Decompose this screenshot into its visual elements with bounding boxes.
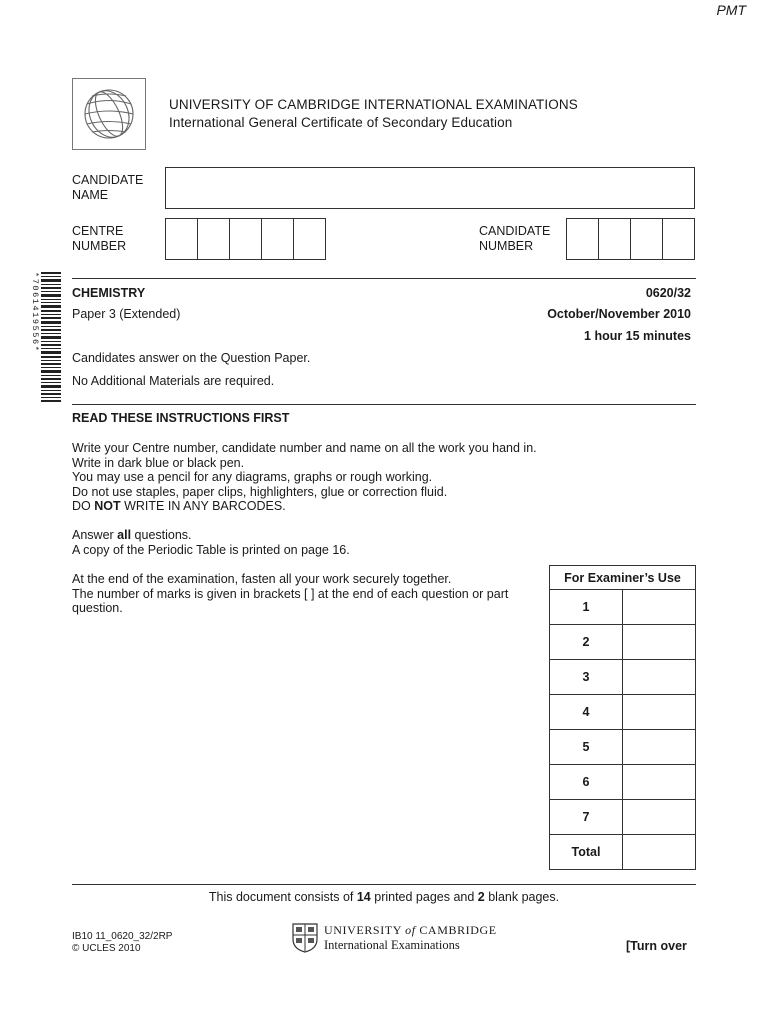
mark-cell[interactable]	[623, 695, 696, 730]
candidate-digit-box[interactable]	[567, 219, 599, 259]
barcode-number: *7061419556*	[30, 272, 40, 353]
candidate-digit-box[interactable]	[599, 219, 631, 259]
instruction-line: Do not use staples, paper clips, highlighters, glue or correction fluid.	[72, 484, 448, 499]
answer-location: Candidates answer on the Question Paper.	[72, 351, 311, 365]
candidate-name-field[interactable]	[165, 167, 695, 209]
exam-board-header	[169, 96, 578, 132]
candidate-number-field[interactable]	[566, 218, 695, 260]
reference-code: IB10 11_0620_32/2RP	[72, 931, 173, 942]
candidate-digit-box[interactable]	[631, 219, 663, 259]
table-row: 2	[550, 625, 696, 660]
divider	[72, 278, 696, 279]
examiners-use-table	[549, 565, 696, 870]
document-reference	[72, 931, 172, 955]
total-mark-cell[interactable]	[623, 835, 696, 870]
barcode	[29, 272, 63, 402]
cambridge-globe-logo	[72, 78, 146, 150]
table-row: 5	[550, 730, 696, 765]
university-name: UNIVERSITY OF CAMBRIDGE INTERNATIONAL EXAMINATIONS	[169, 97, 578, 112]
instructions-block-2	[72, 528, 350, 557]
materials-note: No Additional Materials are required.	[72, 374, 275, 388]
mark-cell[interactable]	[623, 660, 696, 695]
centre-digit-box[interactable]	[198, 219, 230, 259]
divider	[72, 884, 696, 885]
mark-cell[interactable]	[623, 765, 696, 800]
table-row: 4	[550, 695, 696, 730]
copyright: © UCLES 2010	[72, 943, 141, 954]
centre-digit-box[interactable]	[230, 219, 262, 259]
instruction-line: The number of marks is given in brackets [ ] at the end of each question or part	[72, 586, 509, 601]
candidate-name-label: CANDIDATE NAME	[72, 173, 144, 202]
table-row: 6	[550, 765, 696, 800]
page-count-note: This document consists of 14 printed pages and 2 blank pages.	[208, 890, 560, 904]
centre-number-field[interactable]	[165, 218, 326, 260]
table-row: Total	[550, 835, 696, 870]
mark-cell[interactable]	[623, 730, 696, 765]
instructions-block-1	[72, 441, 537, 514]
pmt-watermark: PMT	[716, 2, 746, 18]
candidate-digit-box[interactable]	[663, 219, 694, 259]
mark-cell[interactable]	[623, 625, 696, 660]
instruction-line: question.	[72, 601, 123, 615]
instruction-line: You may use a pencil for any diagrams, graphs or rough working.	[72, 470, 433, 484]
instructions-block-3	[72, 572, 508, 616]
paper-title: Paper 3 (Extended)	[72, 307, 181, 321]
candidate-number-label: CANDIDATE NUMBER	[479, 224, 551, 253]
paper-code: 0620/32	[645, 286, 691, 300]
exam-duration: 1 hour 15 minutes	[584, 329, 691, 343]
instruction-line: At the end of the examination, fasten all your work securely together.	[72, 572, 452, 586]
table-row: 3	[550, 660, 696, 695]
instruction-line: A copy of the Periodic Table is printed on page 16.	[72, 542, 350, 557]
exam-session: October/November 2010	[547, 307, 691, 321]
instructions-heading: READ THESE INSTRUCTIONS FIRST	[72, 411, 290, 425]
instruction-line-barcodes: DO NOT WRITE IN ANY BARCODES.	[72, 499, 286, 513]
centre-digit-box[interactable]	[294, 219, 325, 259]
instruction-line-answer: Answer all questions.	[72, 528, 192, 542]
instruction-line: Write your Centre number, candidate number and name on all the work you hand in.	[72, 441, 537, 455]
ucam-logo	[292, 923, 497, 953]
centre-digit-box[interactable]	[262, 219, 294, 259]
instruction-line: Write in dark blue or black pen.	[72, 455, 245, 470]
ucam-subtitle: International Examinations	[324, 938, 460, 952]
divider	[72, 404, 696, 405]
certificate-name: International General Certificate of Secondary Education	[169, 115, 513, 130]
turn-over: [Turn over	[626, 939, 687, 953]
table-row: 7	[550, 800, 696, 835]
table-row: 1	[550, 590, 696, 625]
crest-icon	[292, 923, 318, 953]
globe-icon	[73, 79, 145, 149]
mark-cell[interactable]	[623, 590, 696, 625]
centre-number-label: CENTRE NUMBER	[72, 224, 127, 253]
centre-digit-box[interactable]	[166, 219, 198, 259]
examiners-use-heading: For Examiner’s Use	[550, 566, 696, 590]
subject: CHEMISTRY	[72, 286, 146, 300]
ucam-name: UNIVERSITY of CAMBRIDGE	[324, 923, 497, 937]
mark-cell[interactable]	[623, 800, 696, 835]
